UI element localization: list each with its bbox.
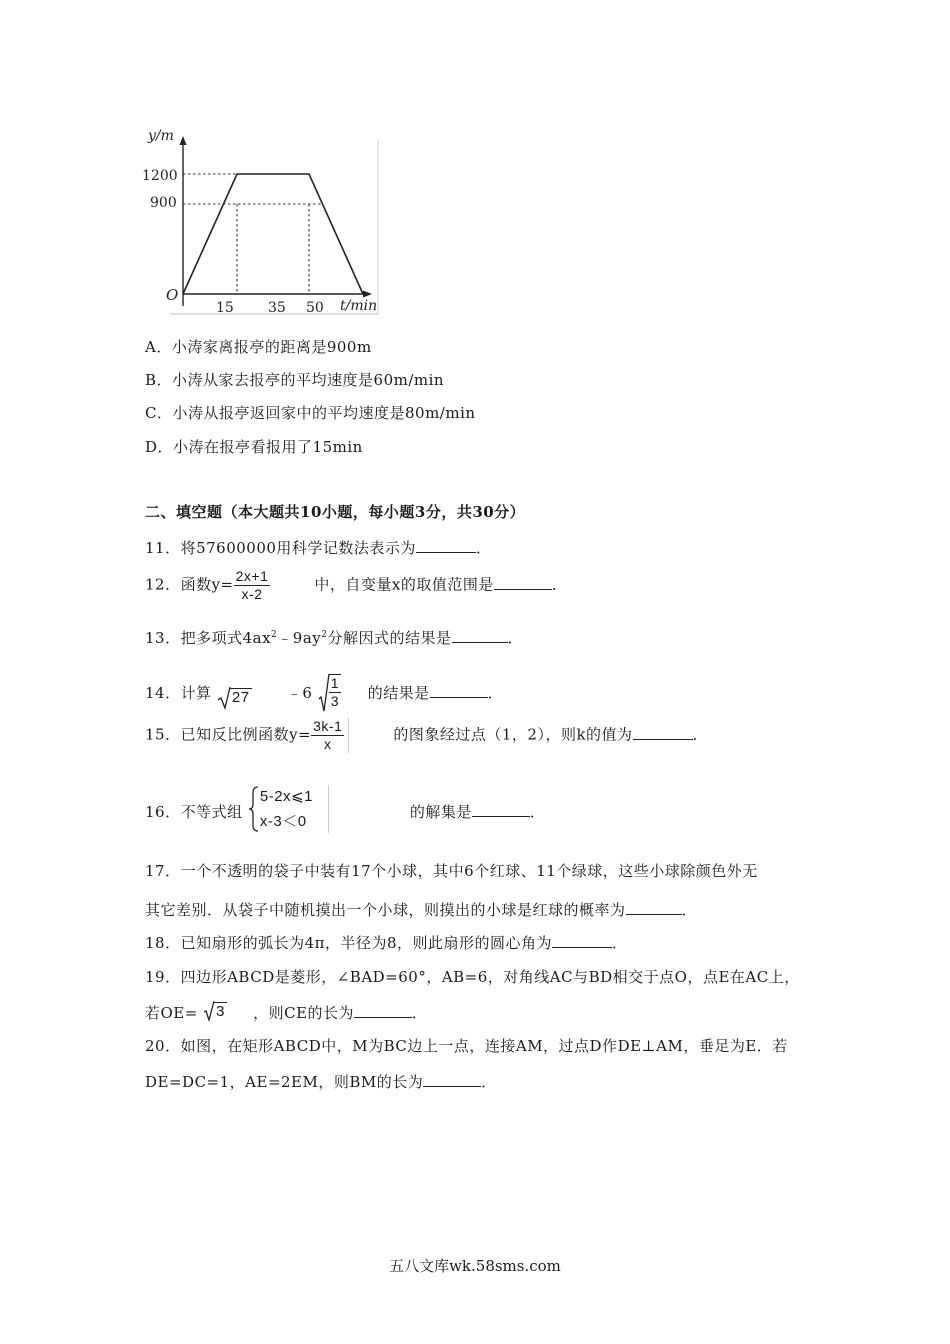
q12-answer-blank bbox=[494, 575, 552, 590]
q14-end: ． bbox=[487, 684, 504, 702]
question-19-line-2 bbox=[145, 1002, 428, 1024]
q15-fraction bbox=[311, 718, 349, 753]
question-20-line-1: 20．如图，在矩形ABCD中，M为BC边上一点，连接AM，过点D作DE⊥AM，垂足为E．若 bbox=[145, 1037, 788, 1055]
q13-exponent-2: 2 bbox=[321, 630, 328, 640]
trip-line bbox=[183, 174, 363, 294]
q11-answer-blank bbox=[416, 538, 476, 553]
question-18 bbox=[145, 932, 628, 953]
q16-inequality-1: 5-2x⩽1 bbox=[259, 788, 313, 805]
question-17-line-1: 17．一个不透明的袋子中装有17个小球，其中6个红球、11个绿球，这些小球除颜色外无 bbox=[145, 862, 758, 880]
left-brace-icon bbox=[248, 785, 260, 833]
option-b: B．小涛从家去报亭的平均速度是60m/min bbox=[145, 371, 445, 389]
question-11 bbox=[145, 537, 491, 558]
q18-text: 18．已知扇形的弧长为4π，半径为8，则此扇形的圆心角为 bbox=[145, 934, 553, 952]
q13-pre: 13．把多项式4ax bbox=[145, 629, 272, 647]
q16-image-edge bbox=[328, 785, 329, 833]
q14-pre: 14．计算 bbox=[145, 684, 212, 702]
q11-end: ． bbox=[475, 539, 492, 557]
q19-end: ． bbox=[412, 1004, 428, 1022]
q14-numerator: 1 bbox=[330, 675, 339, 691]
q14-answer-blank bbox=[430, 683, 488, 698]
question-16 bbox=[145, 787, 545, 833]
q19-radicand: 3 bbox=[216, 1003, 225, 1020]
question-13 bbox=[145, 627, 523, 648]
q17-line-2-text: 其它差别．从袋子中随机摸出一个小球，则摸出的小球是红球的概率为 bbox=[145, 901, 626, 919]
x-tick-label-35: 35 bbox=[268, 300, 286, 316]
q16-answer-blank bbox=[472, 802, 530, 817]
q19-pre: 若OE= bbox=[145, 1004, 198, 1022]
q12-numerator: 2x+1 bbox=[235, 568, 269, 584]
q18-end: ． bbox=[612, 934, 628, 952]
question-14 bbox=[145, 674, 503, 712]
y-tick-label-1200: 1200 bbox=[142, 168, 178, 184]
q13-answer-blank bbox=[452, 628, 508, 643]
q13-mid: ﹣9ay bbox=[277, 629, 322, 647]
q20-line-2-text: DE=DC=1，AE=2EM，则BM的长为 bbox=[145, 1073, 424, 1091]
q14-sqrt-27 bbox=[217, 688, 253, 710]
q18-answer-blank bbox=[552, 933, 612, 948]
q14-post: 的结果是 bbox=[367, 684, 430, 702]
question-17-line-2 bbox=[145, 899, 697, 920]
q19-answer-blank bbox=[354, 1003, 412, 1018]
x-tick-label-15: 15 bbox=[216, 300, 234, 316]
q14-sqrt-fraction bbox=[318, 674, 342, 712]
origin-label: O bbox=[166, 286, 179, 304]
q16-post: 的解集是 bbox=[409, 803, 472, 821]
q16-pre: 16．不等式组 bbox=[145, 803, 243, 821]
q12-fraction bbox=[234, 568, 271, 603]
q14-fraction bbox=[329, 674, 341, 710]
y-axis-label: y/m bbox=[148, 128, 174, 144]
question-15 bbox=[145, 718, 708, 753]
dashed-guides bbox=[183, 174, 323, 294]
q15-pre: 15．已知反比例函数y= bbox=[145, 725, 312, 744]
x-axis-label: t/min bbox=[340, 298, 378, 314]
q13-post: 分解因式的结果是 bbox=[327, 629, 452, 647]
q14-denominator: 3 bbox=[330, 693, 339, 709]
x-axis-arrow bbox=[363, 291, 372, 298]
x-tick-label-50: 50 bbox=[306, 300, 324, 316]
q20-end: ． bbox=[481, 1073, 497, 1091]
q17-end: ． bbox=[681, 901, 698, 919]
q15-end: ． bbox=[692, 725, 709, 744]
q19-post: ，则CE的长为 bbox=[253, 1004, 355, 1022]
section-heading: 二、填空题（本大题共10小题，每小题3分，共30分） bbox=[145, 503, 526, 521]
q15-answer-blank bbox=[633, 725, 693, 740]
q12-denominator: x-2 bbox=[241, 586, 263, 602]
q15-post: 的图象经过点（1，2），则k的值为 bbox=[393, 725, 633, 744]
option-c: C．小涛从报亭返回家中的平均速度是80m/min bbox=[145, 404, 476, 422]
option-d: D．小涛在报亭看报用了15min bbox=[145, 438, 363, 456]
q12-end: ． bbox=[551, 575, 568, 594]
q14-mid: ﹣6 bbox=[286, 684, 313, 702]
question-20-line-2 bbox=[145, 1071, 497, 1092]
q15-denominator: x bbox=[324, 736, 332, 752]
y-tick-label-900: 900 bbox=[150, 195, 177, 211]
q17-answer-blank bbox=[626, 900, 682, 915]
q12-post: 中，自变量x的取值范围是 bbox=[314, 575, 494, 594]
q15-numerator: 3k-1 bbox=[313, 718, 343, 734]
question-12 bbox=[145, 568, 567, 603]
q16-inequality-system bbox=[248, 787, 328, 833]
distance-time-graph bbox=[140, 120, 390, 320]
footer-watermark: 五八文库wk.58sms.com bbox=[389, 1257, 561, 1275]
q11-text: 11．将57600000用科学记数法表示为 bbox=[145, 539, 416, 557]
y-axis-arrow bbox=[180, 136, 187, 145]
radical-sign-icon bbox=[217, 686, 231, 710]
q12-pre: 12．函数y= bbox=[145, 575, 234, 594]
q16-end: ． bbox=[529, 803, 546, 821]
q13-end: ． bbox=[507, 629, 524, 647]
q20-answer-blank bbox=[423, 1072, 481, 1087]
q14-radicand-27: 27 bbox=[231, 689, 250, 706]
q13-exponent-1: 2 bbox=[271, 630, 278, 640]
q16-inequality-2: x-3＜0 bbox=[259, 813, 307, 830]
question-19-line-1: 19．四边形ABCD是菱形，∠BAD=60°，AB=6，对角线AC与BD相交于点O，点E在AC上， bbox=[145, 968, 800, 986]
q19-sqrt-3 bbox=[203, 1002, 229, 1024]
option-a: A．小涛家离报亭的距离是900m bbox=[145, 338, 372, 356]
